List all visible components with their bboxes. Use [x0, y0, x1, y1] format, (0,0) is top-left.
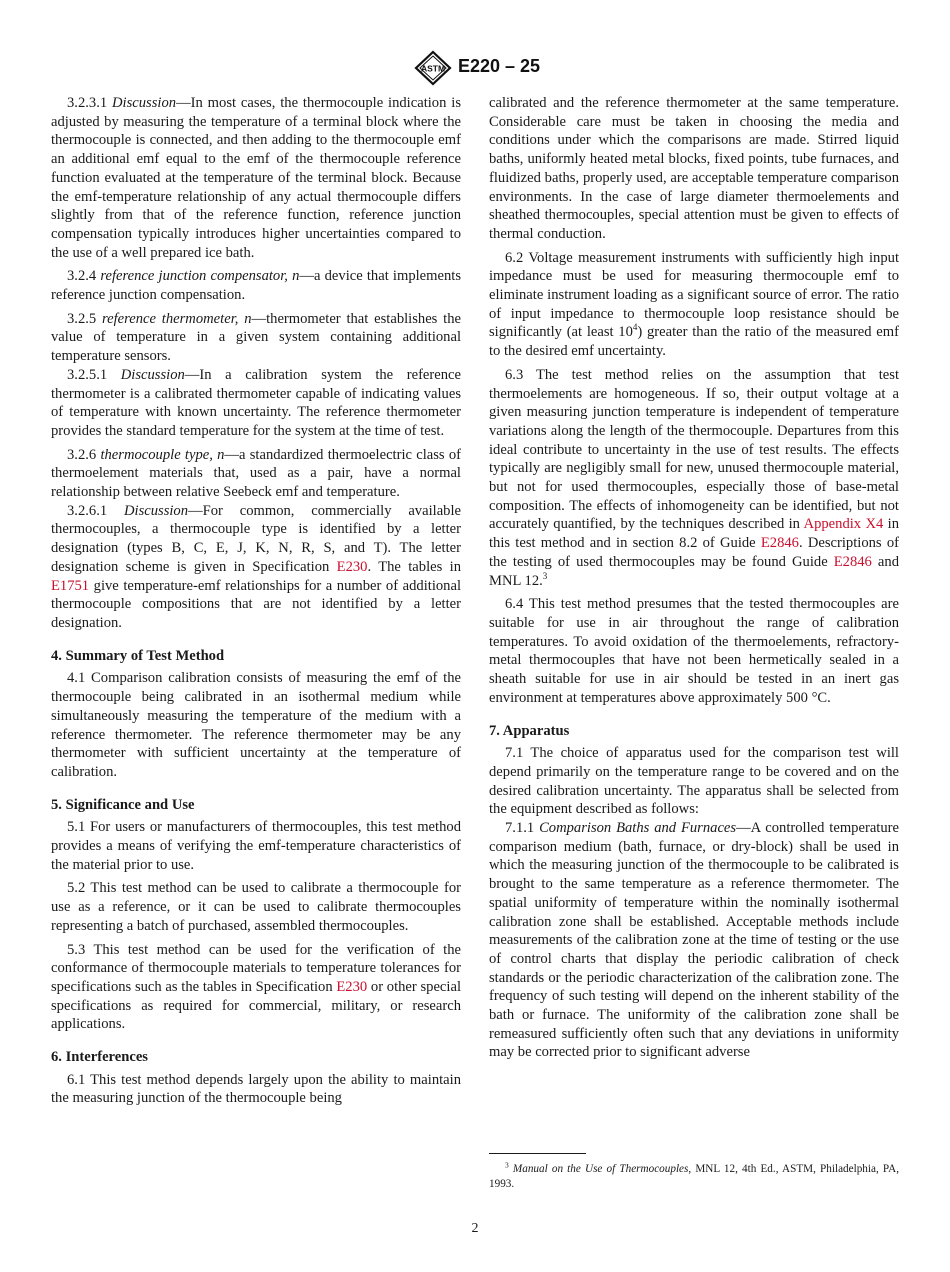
paragraph-3-2-3-1: 3.2.3.1 Discussion—In most cases, the thermocouple indication is adjusted by measuring the temperature of a terminal block where the thermocouple is connected, and then adding to the thermocouple emf an additional emf equal to the emf of the thermocouple reference function evaluated at the temperature of the terminal block. Because the emf-temperature relationship of any actual thermocouple differs slightly from that of the reference function, reference junction compensation typically introduces higher uncertainties compared to the use of a well prepared ice bath. [51, 95, 461, 261]
page-header [0, 50, 950, 86]
link-appendix-x4[interactable]: Appendix X4 [803, 516, 884, 533]
paragraph-6-3: 6.3 The test method relies on the assumption that test thermoelements are homogeneous. If so, their output voltage at a given measuring junction temperature is independent of temperature variations along the length of the thermocouple. Departures from this ideal contribute to uncertainty in the use of test results. The effects typically are negligibly small for new, unused thermocouple material, but not for used thermocouples, especially those of base-metal composition. The effects of inhomogeneity can be identified, but not accurately quantified, by the techniques described in Appendix X4 in this test method and in section 8.2 of Guide E2846. Descriptions of the testing of used thermocouples may be found Guide E2846 and MNL 12.$^3$ [489, 366, 899, 589]
link-e230[interactable]: E230 [336, 558, 368, 575]
footnote-reference: 3 [542, 570, 548, 581]
paragraph-3-2-5: 3.2.5 reference thermometer, n—thermometer that establishes the value of temperature in a given system containing additional temperature sensors. [51, 310, 461, 365]
paragraph-3-2-4: 3.2.4 reference junction compensator, n—a device that implements reference junction compensation. [51, 268, 462, 304]
paragraph-4-1: 4.1 Comparison calibration consists of measuring the emf of the thermocouple being calibrated in an isothermal medium while simultaneously measuring the temperature of the medium with a reference thermometer. The reference thermometer may be any thermometer with sufficient uncertainty at the temperature of calibration. [51, 670, 461, 780]
paragraph-6-2: 6.2 Voltage measurement instruments with sufficiently high input impedance must be used for measuring thermocouple emf to eliminate instrument loading as a significant source of error. The ratio of input impedance to thermocouple loop resistance should be significantly (at least $10^4$) greater than the ratio of the measured emf to the desired emf uncertainty. [489, 249, 899, 360]
paragraph-5-3: 5.3 This test method can be used for the verification of the conformance of thermocouple materials to temperature tolerances for specifications such as the tables in Specification E230 or other special specifications as required for commercial, military, or research applications. [51, 941, 461, 1033]
paragraph-6-1-start: 6.1 This test method depends largely upon the ability to maintain the measuring junction of the thermocouple being [51, 1071, 461, 1107]
paragraph-6-1-continued: calibrated and the reference thermometer at the same temperature. Considerable care must be taken in choosing the media and conditions under which the comparisons are made. Stirred liquid baths, uniformly heated metal blocks, fixed points, tube furnaces, and fluidized baths, properly used, are acceptable temperature comparison environments. In the case of large diameter thermoelements and sheathed thermocouples, special attention must be given to effects of thermal conduction. [489, 95, 899, 242]
paragraph-5-1: 5.1 For users or manufacturers of thermocouples, this test method provides a means of verifying the emf-temperature characteristics of the material prior to use. [51, 819, 461, 873]
paragraph-7-1: 7.1 The choice of apparatus used for the comparison test will depend primarily on the temperature range to be covered and on the desired calibration uncertainty. The apparatus shall be selected from the equipment described as follows: [489, 745, 899, 818]
link-e1751[interactable]: E1751 [51, 577, 90, 594]
link-e230[interactable]: E230 [336, 978, 368, 995]
astm-logo-icon [414, 50, 452, 86]
right-column [489, 94, 899, 1067]
section-7-heading: 7. Apparatus [489, 722, 570, 739]
footnote: $^3$ Manual on the Use of Thermocouples, MNL 12, 4th Ed., ASTM, Philadelphia, PA, 1993. [489, 1160, 899, 1190]
section-5-heading: 5. Significance and Use [51, 796, 195, 813]
exponent: 4 [632, 322, 638, 333]
paragraph-7-1-1: 7.1.1 Comparison Baths and Furnaces—A controlled temperature comparison medium (bath, furnace, or dry-block) shall be used in which the measuring junction of the thermocouple to be calibrated is brought to the same temperature as a reference thermometer. The spatial uniformity of temperature within the nominally isothermal calibration zone shall be established. Acceptable methods include measurements of the calibration zone at the time of testing or the use of control charts that display the periodic calibration of check standards or the periodic characterization of the calibration zone. The frequency of such testing will depend on the inherent stability of the bath or furnace. The uniformity of the calibration zone shall be remeasured sufficiently often such that any deviations in uniformity may be corrected prior to significant adverse [489, 820, 899, 1061]
paragraph-5-2: 5.2 This test method can be used to calibrate a thermocouple for use as a reference, or it can be used to calibrate thermocouples representing a batch of purchased, assembled thermocouples. [51, 880, 461, 934]
paragraph-3-2-5-1: 3.2.5.1 Discussion—In a calibration system the reference thermometer is a calibrated thermometer capable of indicating values of temperature with known uncertainty. The reference thermometer provides the standard temperature for the system at the time of test. [51, 366, 461, 439]
document-designation: E220 – 25 [458, 56, 541, 76]
link-e2846[interactable]: E2846 [760, 535, 799, 552]
footnote-divider [489, 1153, 586, 1154]
logo-text: ASTM [420, 63, 446, 74]
section-4-heading: 4. Summary of Test Method [51, 647, 225, 664]
paragraph-3-2-6-1: 3.2.6.1 Discussion—For common, commercially available thermocouples, a thermocouple type is identified by a letter designation (types B, C, E, J, K, N, R, S, and T). The letter designation scheme is given in Specification E230. The tables in E1751 give temperature-emf relationships for a number of additional thermocouple compositions that are not identified by a letter designation. [51, 502, 461, 631]
page-number: 2 [471, 1221, 479, 1236]
left-column [51, 94, 461, 1113]
paragraph-6-4: 6.4 This test method presumes that the tested thermocouples are suitable for use in air throughout the range of calibration temperatures. To avoid oxidation of the thermoelements, refractory-metal thermocouples that have not been hermetically sealed in a sheath suitable for use in air should be tested in an inert gas environment at temperatures above approximately 500 °C. [489, 596, 899, 706]
link-e2846[interactable]: E2846 [833, 553, 872, 570]
section-6-heading: 6. Interferences [51, 1049, 148, 1066]
paragraph-3-2-6: 3.2.6 thermocouple type, n—a standardized thermoelectric class of thermoelement materials that, used as a pair, have a normal relationship between relative Seebeck emf and temperature. [51, 446, 461, 501]
